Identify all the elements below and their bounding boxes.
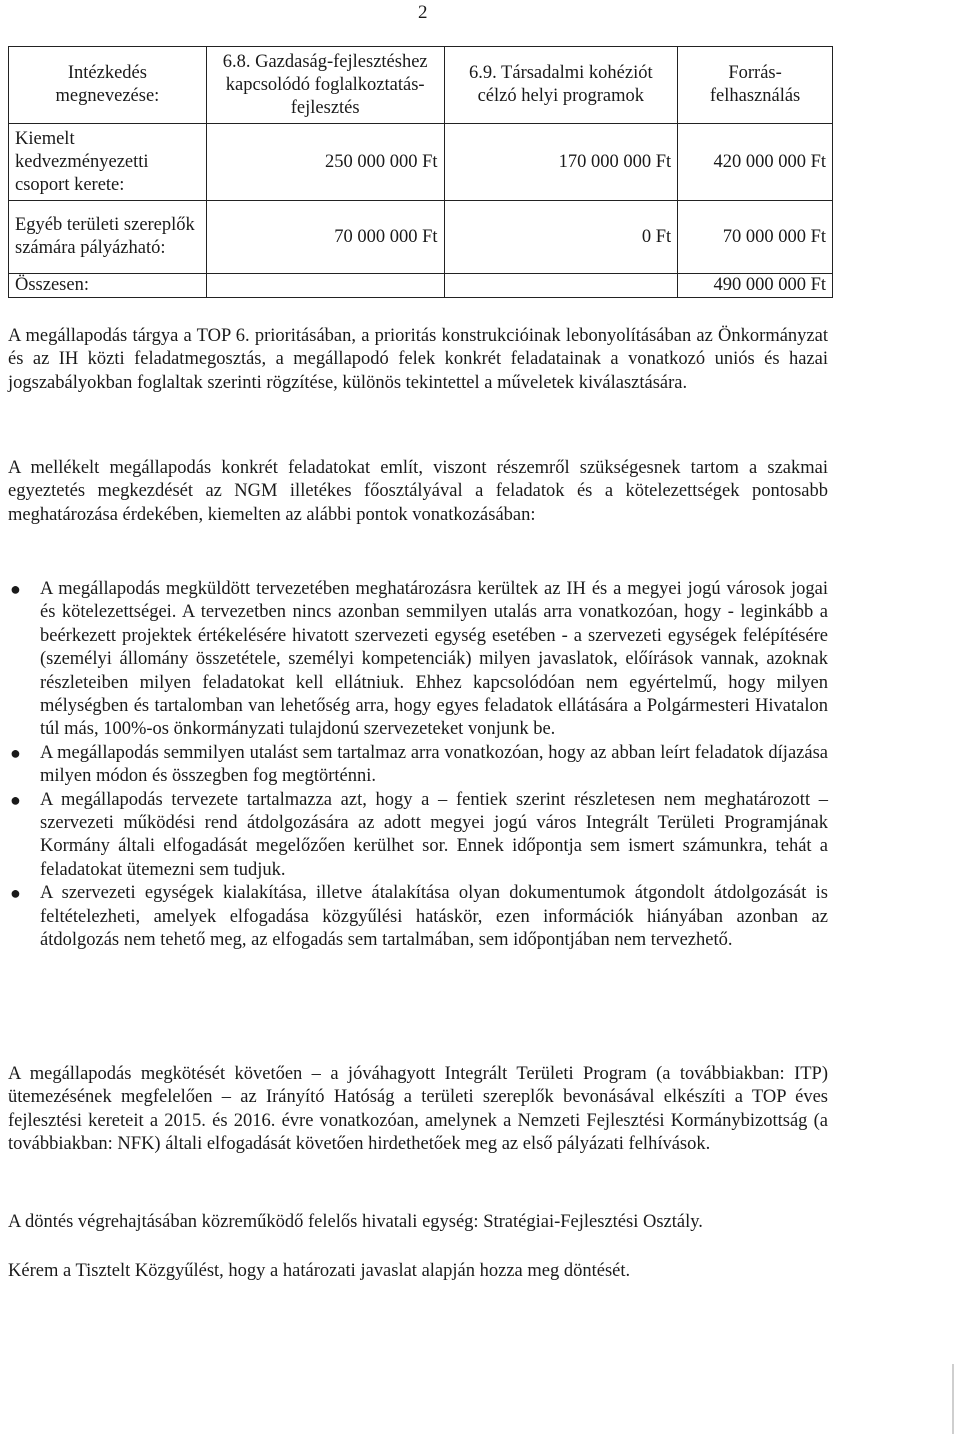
list-item-text: A megállapodás semmilyen utalást sem tartalmaz arra vonatkozóan, hogy az abban leírt feladatok díjazása milyen módon és összegben fog megtörténni.	[40, 742, 828, 787]
paragraph-text: A mellékelt megállapodás konkrét feladatokat említ, viszont részemről szükségesnek tartom a szakmai egyeztetés megkezdését az NGM illetékes főosztályával a feladatok és a kötelezettségek pontosabb meghatározása érdekében, kiemelten az alábbi pontok vonatkozásában:	[8, 458, 828, 525]
row-label: Egyéb területi szereplők számára pályázható:	[9, 201, 207, 274]
cell-value	[206, 274, 444, 298]
paragraph-request	[8, 1260, 828, 1283]
header-6-9: 6.9. Társadalmi kohéziót célzó helyi programok	[444, 47, 678, 124]
paragraph-attached-agreement	[8, 457, 828, 527]
cell-value: 420 000 000 Ft	[678, 124, 833, 201]
cell-value: 70 000 000 Ft	[678, 201, 833, 274]
list-item	[8, 789, 828, 883]
header-measure-name: Intézkedés megnevezése:	[9, 47, 207, 124]
cell-value	[444, 274, 678, 298]
list-item-text: A megállapodás tervezete tartalmazza azt, hogy a – fentiek szerint részletesen nem meghatározott – szervezeti működési rend átdolgozására az adott megyei jogú város Integrált Területi Programjának Kormány általi elfogadását megelőzően kerülhet sor. Ennek időpontja sem ismert számunkra, tehát a feladatokat ütemezni sem tudjuk.	[40, 789, 828, 880]
bullet-icon: ●	[10, 789, 21, 810]
header-resource-use: Forrás-felhasználás	[678, 47, 833, 124]
paragraph-text: Kérem a Tisztelt Közgyűlést, hogy a határozati javaslat alapján hozza meg döntését.	[8, 1261, 631, 1281]
paragraph-after-signing	[8, 1063, 828, 1157]
bullet-icon: ●	[10, 742, 21, 763]
table-row	[9, 201, 833, 274]
paragraph-responsible-unit	[8, 1211, 828, 1234]
table-row-total	[9, 274, 833, 298]
bullet-icon: ●	[10, 883, 21, 904]
row-label: Összesen:	[9, 274, 207, 298]
cell-value: 0 Ft	[444, 201, 678, 274]
row-label: Kiemelt kedvezményezetti csoport kerete:	[9, 124, 207, 201]
cell-value: 170 000 000 Ft	[444, 124, 678, 201]
paragraph-text: A megállapodás tárgya a TOP 6. prioritásában, a prioritás konstrukcióinak lebonyolításában az Önkormányzat és az IH közti feladatmegosztás, a megállapodó felek konkrét feladatainak a vonatkozó uniós és hazai jogszabályokban foglaltak szerinti rögzítése, különös tekintettel a műveletek kiválasztására.	[8, 326, 828, 393]
issue-list	[8, 578, 828, 953]
bullet-icon: ●	[10, 579, 21, 599]
cell-value-total: 490 000 000 Ft	[678, 274, 833, 298]
page-number: 2	[418, 2, 428, 23]
list-item-text: A megállapodás megküldött tervezetében meghatározásra kerültek az IH és a megyei jogú városok jogai és kötelezettségei. A tervezetben nincs azonban semmilyen utalás arra vonatkozóan, hogy - leginkább a beérkezett projektek értékelésére hivatott szervezeti egység esetében - a szervezeti egységek felépítésére (személyi állomány összetétele, személyi kompetenciák) milyen javaslatok, előírások vannak, azoknak részleteiben milyen feladatokat kell ellátniuk. Ehhez kapcsolódóan nem egyértelmű, hogy milyen mélységben és tartalomban van lehetőség arra, hogy egyes feladatok ellátására a Polgármesteri Hivatalon túl más, 100%-os önkormányzati tulajdonú szervezeteket vonjunk be.	[40, 579, 828, 740]
table-header-row	[9, 47, 833, 124]
list-item	[8, 742, 828, 789]
paragraph-text: A megállapodás megkötését követően – a jóváhagyott Integrált Területi Program (a továbbiakban: ITP) ütemezésének megfelelően – az Irányító Hatóság a területi szereplők bevonásával elkészíti a TOP éves fejlesztési kereteit a 2015. és 2016. évre vonatkozóan, amelynek a Nemzeti Fejlesztési Kormánybizottság (a továbbiakban: NFK) általi elfogadását követően hirdethetőek meg az első pályázati felhívások.	[8, 1064, 828, 1155]
header-6-8: 6.8. Gazdaság-fejlesztéshez kapcsolódó foglalkoztatás-fejlesztés	[206, 47, 444, 124]
table-row	[9, 124, 833, 201]
paragraph-subject	[8, 325, 828, 395]
list-item	[8, 882, 828, 952]
allocation-table	[8, 46, 833, 298]
scan-artifact	[952, 1364, 954, 1434]
cell-value: 250 000 000 Ft	[206, 124, 444, 201]
cell-value: 70 000 000 Ft	[206, 201, 444, 274]
list-item-text: A szervezeti egységek kialakítása, illetve átalakítása olyan dokumentumok átgondolt átdolgozását is feltételezheti, amelyek elfogadása közgyűlési hatáskör, ezen információk hiányában azonban az átdolgozás nem tehető meg, az elfogadás sem tartalmában, sem időpontjában nem tervezhető.	[40, 883, 828, 951]
paragraph-text: A döntés végrehajtásában közreműködő felelős hivatali egység: Stratégiai-Fejlesztési Osztály.	[8, 1212, 703, 1232]
list-item	[8, 578, 828, 742]
